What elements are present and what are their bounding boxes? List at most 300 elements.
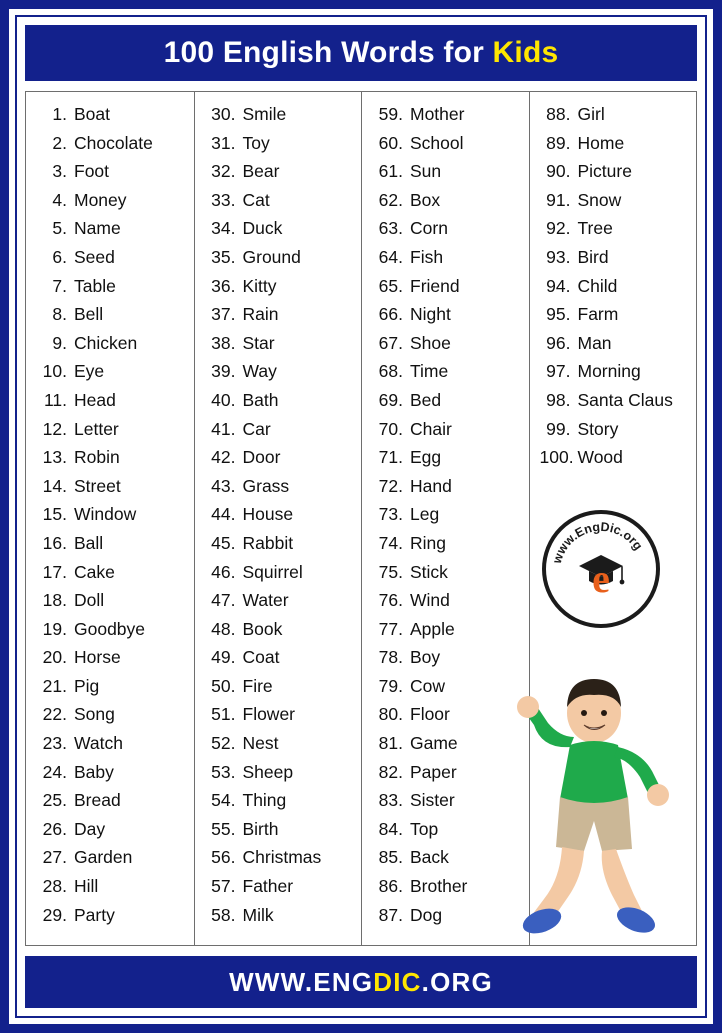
- list-item: [540, 329, 693, 358]
- list-item-word: Back: [410, 847, 449, 868]
- list-item-word: Shoe: [410, 332, 451, 353]
- list-item-word: Corn: [410, 218, 448, 239]
- list-item-number: 54.: [211, 790, 236, 811]
- list-item-word: Chair: [410, 418, 452, 439]
- kid-photo-graphic: [498, 671, 690, 943]
- list-item: [372, 100, 525, 129]
- list-item-word: Boy: [410, 647, 441, 668]
- list-item-number: 92.: [546, 218, 571, 239]
- list-item: [372, 415, 525, 444]
- list-item-word: Smile: [242, 104, 287, 124]
- list-item-number: 5.: [52, 218, 67, 239]
- list-item: [540, 157, 693, 186]
- list-item-number: 18.: [42, 590, 67, 611]
- list-item-word: Santa Claus: [577, 389, 673, 410]
- list-item-word: Birth: [242, 818, 279, 839]
- list-item-word: Bread: [74, 790, 121, 811]
- list-item: [372, 586, 525, 615]
- list-item-number: 89.: [546, 132, 571, 153]
- list-item: [36, 901, 190, 930]
- list-item: [372, 443, 525, 472]
- list-item: [36, 500, 190, 529]
- list-item-word: Eye: [74, 361, 105, 382]
- list-item-word: Man: [577, 332, 612, 353]
- list-item-word: Name: [74, 218, 121, 239]
- list-item-number: 88.: [546, 104, 571, 124]
- list-item-number: 12.: [42, 418, 67, 439]
- list-item-word: Child: [577, 275, 618, 296]
- list-item-word: Robin: [74, 447, 120, 468]
- list-item: [36, 672, 190, 701]
- list-item-number: 15.: [42, 504, 67, 525]
- list-item-number: 60.: [378, 132, 403, 153]
- list-item-number: 25.: [42, 790, 67, 811]
- list-item: [205, 157, 358, 186]
- list-item: [36, 643, 190, 672]
- list-item: [372, 272, 525, 301]
- list-item: [36, 529, 190, 558]
- list-item-number: 19.: [42, 618, 67, 639]
- list-item-word: Fire: [242, 675, 273, 696]
- list-item: [36, 357, 190, 386]
- list-item-number: 62.: [378, 189, 403, 210]
- list-item-word: Snow: [577, 189, 622, 210]
- list-item-word: Time: [410, 361, 449, 382]
- list-item-number: 42.: [211, 447, 236, 468]
- list-item-word: House: [242, 504, 294, 525]
- list-item-word: Letter: [74, 418, 119, 439]
- list-item-number: 28.: [42, 876, 67, 897]
- list-item-word: Egg: [410, 447, 442, 468]
- list-item: [205, 529, 358, 558]
- list-item: [372, 615, 525, 644]
- list-item-word: Squirrel: [242, 561, 303, 582]
- list-item-word: Farm: [577, 304, 619, 325]
- list-item-number: 47.: [211, 590, 236, 611]
- list-item-word: Kitty: [242, 275, 277, 296]
- list-item-word: Day: [74, 818, 106, 839]
- list-item: [36, 415, 190, 444]
- list-item-number: 100.: [539, 447, 574, 468]
- list-item-number: 57.: [211, 876, 236, 897]
- list-item-word: Car: [242, 418, 271, 439]
- list-item-number: 9.: [52, 332, 67, 353]
- word-column-4: [529, 92, 697, 945]
- list-item-word: School: [410, 132, 464, 153]
- list-item-word: Friend: [410, 275, 460, 296]
- list-item-word: Street: [74, 475, 121, 496]
- list-item: [36, 815, 190, 844]
- list-item: [36, 558, 190, 587]
- list-item-number: 67.: [378, 332, 403, 353]
- footer-text-before: WWW.ENG: [229, 966, 374, 997]
- list-item-number: 20.: [42, 647, 67, 668]
- list-item-word: Game: [410, 733, 458, 754]
- list-item: [372, 386, 525, 415]
- list-item-word: Goodbye: [74, 618, 146, 639]
- list-item-word: Hand: [410, 475, 452, 496]
- list-item-number: 14.: [42, 475, 67, 496]
- list-item-number: 27.: [42, 847, 67, 868]
- list-item: [372, 186, 525, 215]
- list-item: [205, 415, 358, 444]
- list-item-number: 78.: [378, 647, 403, 668]
- list-item: [372, 558, 525, 587]
- list-item-number: 84.: [378, 818, 403, 839]
- list-item-word: Song: [74, 704, 115, 725]
- list-item-number: 82.: [378, 761, 403, 782]
- list-item-number: 10.: [42, 361, 67, 382]
- footer-text-after: .ORG: [421, 966, 493, 997]
- list-item-word: Coat: [242, 647, 280, 668]
- list-item-word: Chicken: [74, 332, 138, 353]
- list-item-number: 90.: [546, 161, 571, 182]
- list-item-word: Morning: [577, 361, 641, 382]
- list-item-word: Flower: [242, 704, 296, 725]
- list-item: [205, 472, 358, 501]
- list-item-word: Girl: [577, 104, 605, 124]
- list-item: [205, 786, 358, 815]
- list-item-word: Book: [242, 618, 283, 639]
- list-item-number: 70.: [378, 418, 403, 439]
- list-item-word: Tree: [577, 218, 613, 239]
- list-item-number: 34.: [211, 218, 236, 239]
- list-item-number: 69.: [378, 389, 403, 410]
- list-item-number: 2.: [52, 132, 67, 153]
- list-item-number: 17.: [42, 561, 67, 582]
- list-item-number: 87.: [378, 904, 403, 925]
- svg-text:www.EngDic.org: www.EngDic.org: [549, 519, 646, 566]
- list-item-word: Star: [242, 332, 275, 353]
- list-item-number: 99.: [546, 418, 571, 439]
- list-item-word: Home: [577, 132, 625, 153]
- list-item-number: 38.: [211, 332, 236, 353]
- list-item-word: Bell: [74, 304, 104, 325]
- list-item-number: 21.: [42, 675, 67, 696]
- list-item-word: Bed: [410, 389, 442, 410]
- list-item: [540, 129, 693, 158]
- list-item-word: Father: [242, 876, 294, 897]
- list-item-word: Top: [410, 818, 439, 839]
- page-title: [164, 36, 559, 70]
- list-item: [36, 443, 190, 472]
- list-item: [205, 357, 358, 386]
- list-item: [36, 129, 190, 158]
- list-item-number: 48.: [211, 618, 236, 639]
- list-item-number: 81.: [378, 733, 403, 754]
- list-item-number: 68.: [378, 361, 403, 382]
- list-item-word: Picture: [577, 161, 632, 182]
- list-item: [205, 329, 358, 358]
- list-item-word: Party: [74, 904, 115, 925]
- list-item-number: 33.: [211, 189, 236, 210]
- kid-photo: [498, 671, 690, 943]
- list-item-number: 55.: [211, 818, 236, 839]
- list-item-word: Milk: [242, 904, 274, 925]
- list-item-number: 73.: [378, 504, 403, 525]
- list-item-word: Water: [242, 590, 289, 611]
- list-item: [205, 386, 358, 415]
- list-item-word: Cat: [242, 189, 270, 210]
- list-item-number: 7.: [52, 275, 67, 296]
- list-item-word: Wood: [577, 447, 623, 468]
- page-title-highlight: Kids: [492, 36, 559, 69]
- list-item-word: Mother: [410, 104, 465, 124]
- list-item: [36, 586, 190, 615]
- list-item-number: 58.: [211, 904, 236, 925]
- list-item-number: 66.: [378, 304, 403, 325]
- list-item: [372, 529, 525, 558]
- engdic-logo: [542, 510, 660, 628]
- list-item-word: Nest: [242, 733, 279, 754]
- list-item-word: Ground: [242, 246, 301, 267]
- list-item-word: Foot: [74, 161, 110, 182]
- list-item-word: Bear: [242, 161, 280, 182]
- list-item: [205, 186, 358, 215]
- list-item: [36, 157, 190, 186]
- list-item-number: 29.: [42, 904, 67, 925]
- list-item-number: 50.: [211, 675, 236, 696]
- list-item-number: 6.: [52, 246, 67, 267]
- list-item-number: 23.: [42, 733, 67, 754]
- list-item: [205, 129, 358, 158]
- list-item: [540, 300, 693, 329]
- list-item-word: Sheep: [242, 761, 294, 782]
- list-item-word: Pig: [74, 675, 100, 696]
- list-item: [36, 700, 190, 729]
- list-item-number: 91.: [546, 189, 571, 210]
- list-item-word: Wind: [410, 590, 450, 611]
- list-item-word: Watch: [74, 733, 123, 754]
- list-item-word: Thing: [242, 790, 287, 811]
- list-item: [205, 615, 358, 644]
- list-item: [205, 700, 358, 729]
- list-item-number: 4.: [52, 189, 67, 210]
- list-item-number: 24.: [42, 761, 67, 782]
- list-item-word: Bath: [242, 389, 279, 410]
- list-item: [36, 272, 190, 301]
- list-item-number: 72.: [378, 475, 403, 496]
- list-item-number: 3.: [52, 161, 67, 182]
- list-item: [540, 186, 693, 215]
- list-item: [540, 443, 693, 472]
- list-item-number: 32.: [211, 161, 236, 182]
- list-item: [36, 729, 190, 758]
- list-item-word: Seed: [74, 246, 115, 267]
- list-item-word: Apple: [410, 618, 455, 639]
- list-item: [372, 329, 525, 358]
- list-item-word: Bird: [577, 246, 609, 267]
- list-item-word: Boat: [74, 104, 110, 124]
- list-item: [36, 186, 190, 215]
- list-item-number: 16.: [42, 532, 67, 553]
- list-item-number: 71.: [378, 447, 403, 468]
- list-item-word: Grass: [242, 475, 290, 496]
- engdic-logo-graphic: [546, 514, 656, 624]
- list-item: [372, 500, 525, 529]
- list-item: [205, 672, 358, 701]
- list-item-number: 1.: [52, 104, 67, 124]
- list-item: [205, 843, 358, 872]
- list-item-word: Money: [74, 189, 127, 210]
- list-item-word: Way: [242, 361, 277, 382]
- list-item: [540, 357, 693, 386]
- poster-footer: [25, 956, 697, 1008]
- list-item: [36, 872, 190, 901]
- list-item-number: 59.: [378, 104, 403, 124]
- list-item-number: 77.: [378, 618, 403, 639]
- list-item: [205, 558, 358, 587]
- list-item: [540, 272, 693, 301]
- list-item-number: 11.: [43, 389, 67, 410]
- poster-header: [25, 25, 697, 81]
- list-item: [205, 643, 358, 672]
- list-item-number: 85.: [378, 847, 403, 868]
- footer-text-highlight: DIC: [373, 966, 422, 997]
- list-item-number: 30.: [211, 104, 236, 124]
- list-item-number: 65.: [378, 275, 403, 296]
- list-item: [36, 472, 190, 501]
- list-item-word: Sun: [410, 161, 442, 182]
- list-item-word: Rabbit: [242, 532, 294, 553]
- list-item-word: Ball: [74, 532, 104, 553]
- list-item: [540, 214, 693, 243]
- list-item: [205, 300, 358, 329]
- list-item-word: Hill: [74, 876, 99, 897]
- list-item: [540, 415, 693, 444]
- list-item: [205, 758, 358, 787]
- list-item: [540, 243, 693, 272]
- list-item-number: 79.: [378, 675, 403, 696]
- list-item-number: 61.: [378, 161, 403, 182]
- list-item-word: Box: [410, 189, 441, 210]
- list-item-word: Window: [74, 504, 137, 525]
- list-item-word: Leg: [410, 504, 440, 525]
- list-item-number: 94.: [546, 275, 571, 296]
- list-item-number: 44.: [211, 504, 236, 525]
- page-title-main: 100 English Words for: [163, 36, 493, 69]
- list-item-number: 53.: [211, 761, 236, 782]
- list-item: [205, 100, 358, 129]
- word-column-1: [26, 92, 194, 945]
- list-item-number: 43.: [211, 475, 236, 496]
- list-item-number: 52.: [211, 733, 236, 754]
- list-item-word: Dog: [410, 904, 443, 925]
- list-item-number: 22.: [42, 704, 67, 725]
- list-item: [36, 300, 190, 329]
- list-item-number: 46.: [211, 561, 236, 582]
- list-item: [36, 758, 190, 787]
- list-item-number: 83.: [378, 790, 403, 811]
- list-item: [36, 100, 190, 129]
- list-item: [205, 443, 358, 472]
- list-item-number: 93.: [546, 246, 571, 267]
- list-item: [36, 786, 190, 815]
- list-item-number: 74.: [378, 532, 403, 553]
- list-item-word: Chocolate: [74, 132, 153, 153]
- list-item-number: 56.: [211, 847, 236, 868]
- list-item-word: Toy: [242, 132, 270, 153]
- list-item: [372, 472, 525, 501]
- list-item-number: 97.: [546, 361, 571, 382]
- list-item: [540, 100, 693, 129]
- footer-website: [229, 967, 493, 998]
- list-item: [205, 901, 358, 930]
- list-item-word: Fish: [410, 246, 444, 267]
- list-item-number: 26.: [42, 818, 67, 839]
- word-column-2: [194, 92, 362, 945]
- list-item-word: Garden: [74, 847, 133, 868]
- list-item: [372, 643, 525, 672]
- list-item: [36, 386, 190, 415]
- list-item-word: Stick: [410, 561, 448, 582]
- list-item-word: Christmas: [242, 847, 322, 868]
- list-item: [205, 272, 358, 301]
- list-item-word: Doll: [74, 590, 105, 611]
- list-item-word: Cake: [74, 561, 115, 582]
- list-item-word: Duck: [242, 218, 283, 239]
- list-item: [36, 329, 190, 358]
- list-item-number: 31.: [211, 132, 236, 153]
- list-item-word: Brother: [410, 876, 468, 897]
- list-item-word: Ring: [410, 532, 446, 553]
- list-item-word: Cow: [410, 675, 446, 696]
- list-item-number: 36.: [211, 275, 236, 296]
- list-item-number: 35.: [211, 246, 236, 267]
- list-item: [36, 214, 190, 243]
- list-item: [205, 586, 358, 615]
- list-item-word: Rain: [242, 304, 279, 325]
- list-item-number: 96.: [546, 332, 571, 353]
- list-item-number: 64.: [378, 246, 403, 267]
- list-item-number: 95.: [546, 304, 571, 325]
- list-item-word: Floor: [410, 704, 450, 725]
- list-item-number: 75.: [378, 561, 403, 582]
- svg-text:e: e: [592, 556, 610, 601]
- list-item-word: Night: [410, 304, 451, 325]
- list-item-number: 37.: [211, 304, 236, 325]
- list-item: [205, 729, 358, 758]
- list-item: [372, 157, 525, 186]
- list-item-number: 63.: [378, 218, 403, 239]
- list-item: [205, 815, 358, 844]
- list-item-word: Sister: [410, 790, 455, 811]
- list-item: [372, 129, 525, 158]
- list-item-number: 39.: [211, 361, 236, 382]
- list-item: [372, 243, 525, 272]
- list-item-number: 76.: [378, 590, 403, 611]
- list-item: [205, 243, 358, 272]
- list-item: [540, 386, 693, 415]
- list-item: [205, 872, 358, 901]
- list-item: [36, 843, 190, 872]
- list-item: [372, 214, 525, 243]
- list-item-word: Head: [74, 389, 116, 410]
- list-item-word: Paper: [410, 761, 457, 782]
- list-item-word: Table: [74, 275, 116, 296]
- word-list-area: [25, 91, 697, 946]
- list-item-word: Horse: [74, 647, 121, 668]
- list-item: [372, 300, 525, 329]
- list-item-number: 40.: [211, 389, 236, 410]
- list-item-number: 49.: [211, 647, 236, 668]
- list-item-number: 80.: [378, 704, 403, 725]
- list-item-number: 86.: [378, 876, 403, 897]
- list-item-word: Baby: [74, 761, 114, 782]
- list-item-number: 13.: [42, 447, 67, 468]
- list-item-number: 98.: [546, 389, 571, 410]
- list-item: [36, 243, 190, 272]
